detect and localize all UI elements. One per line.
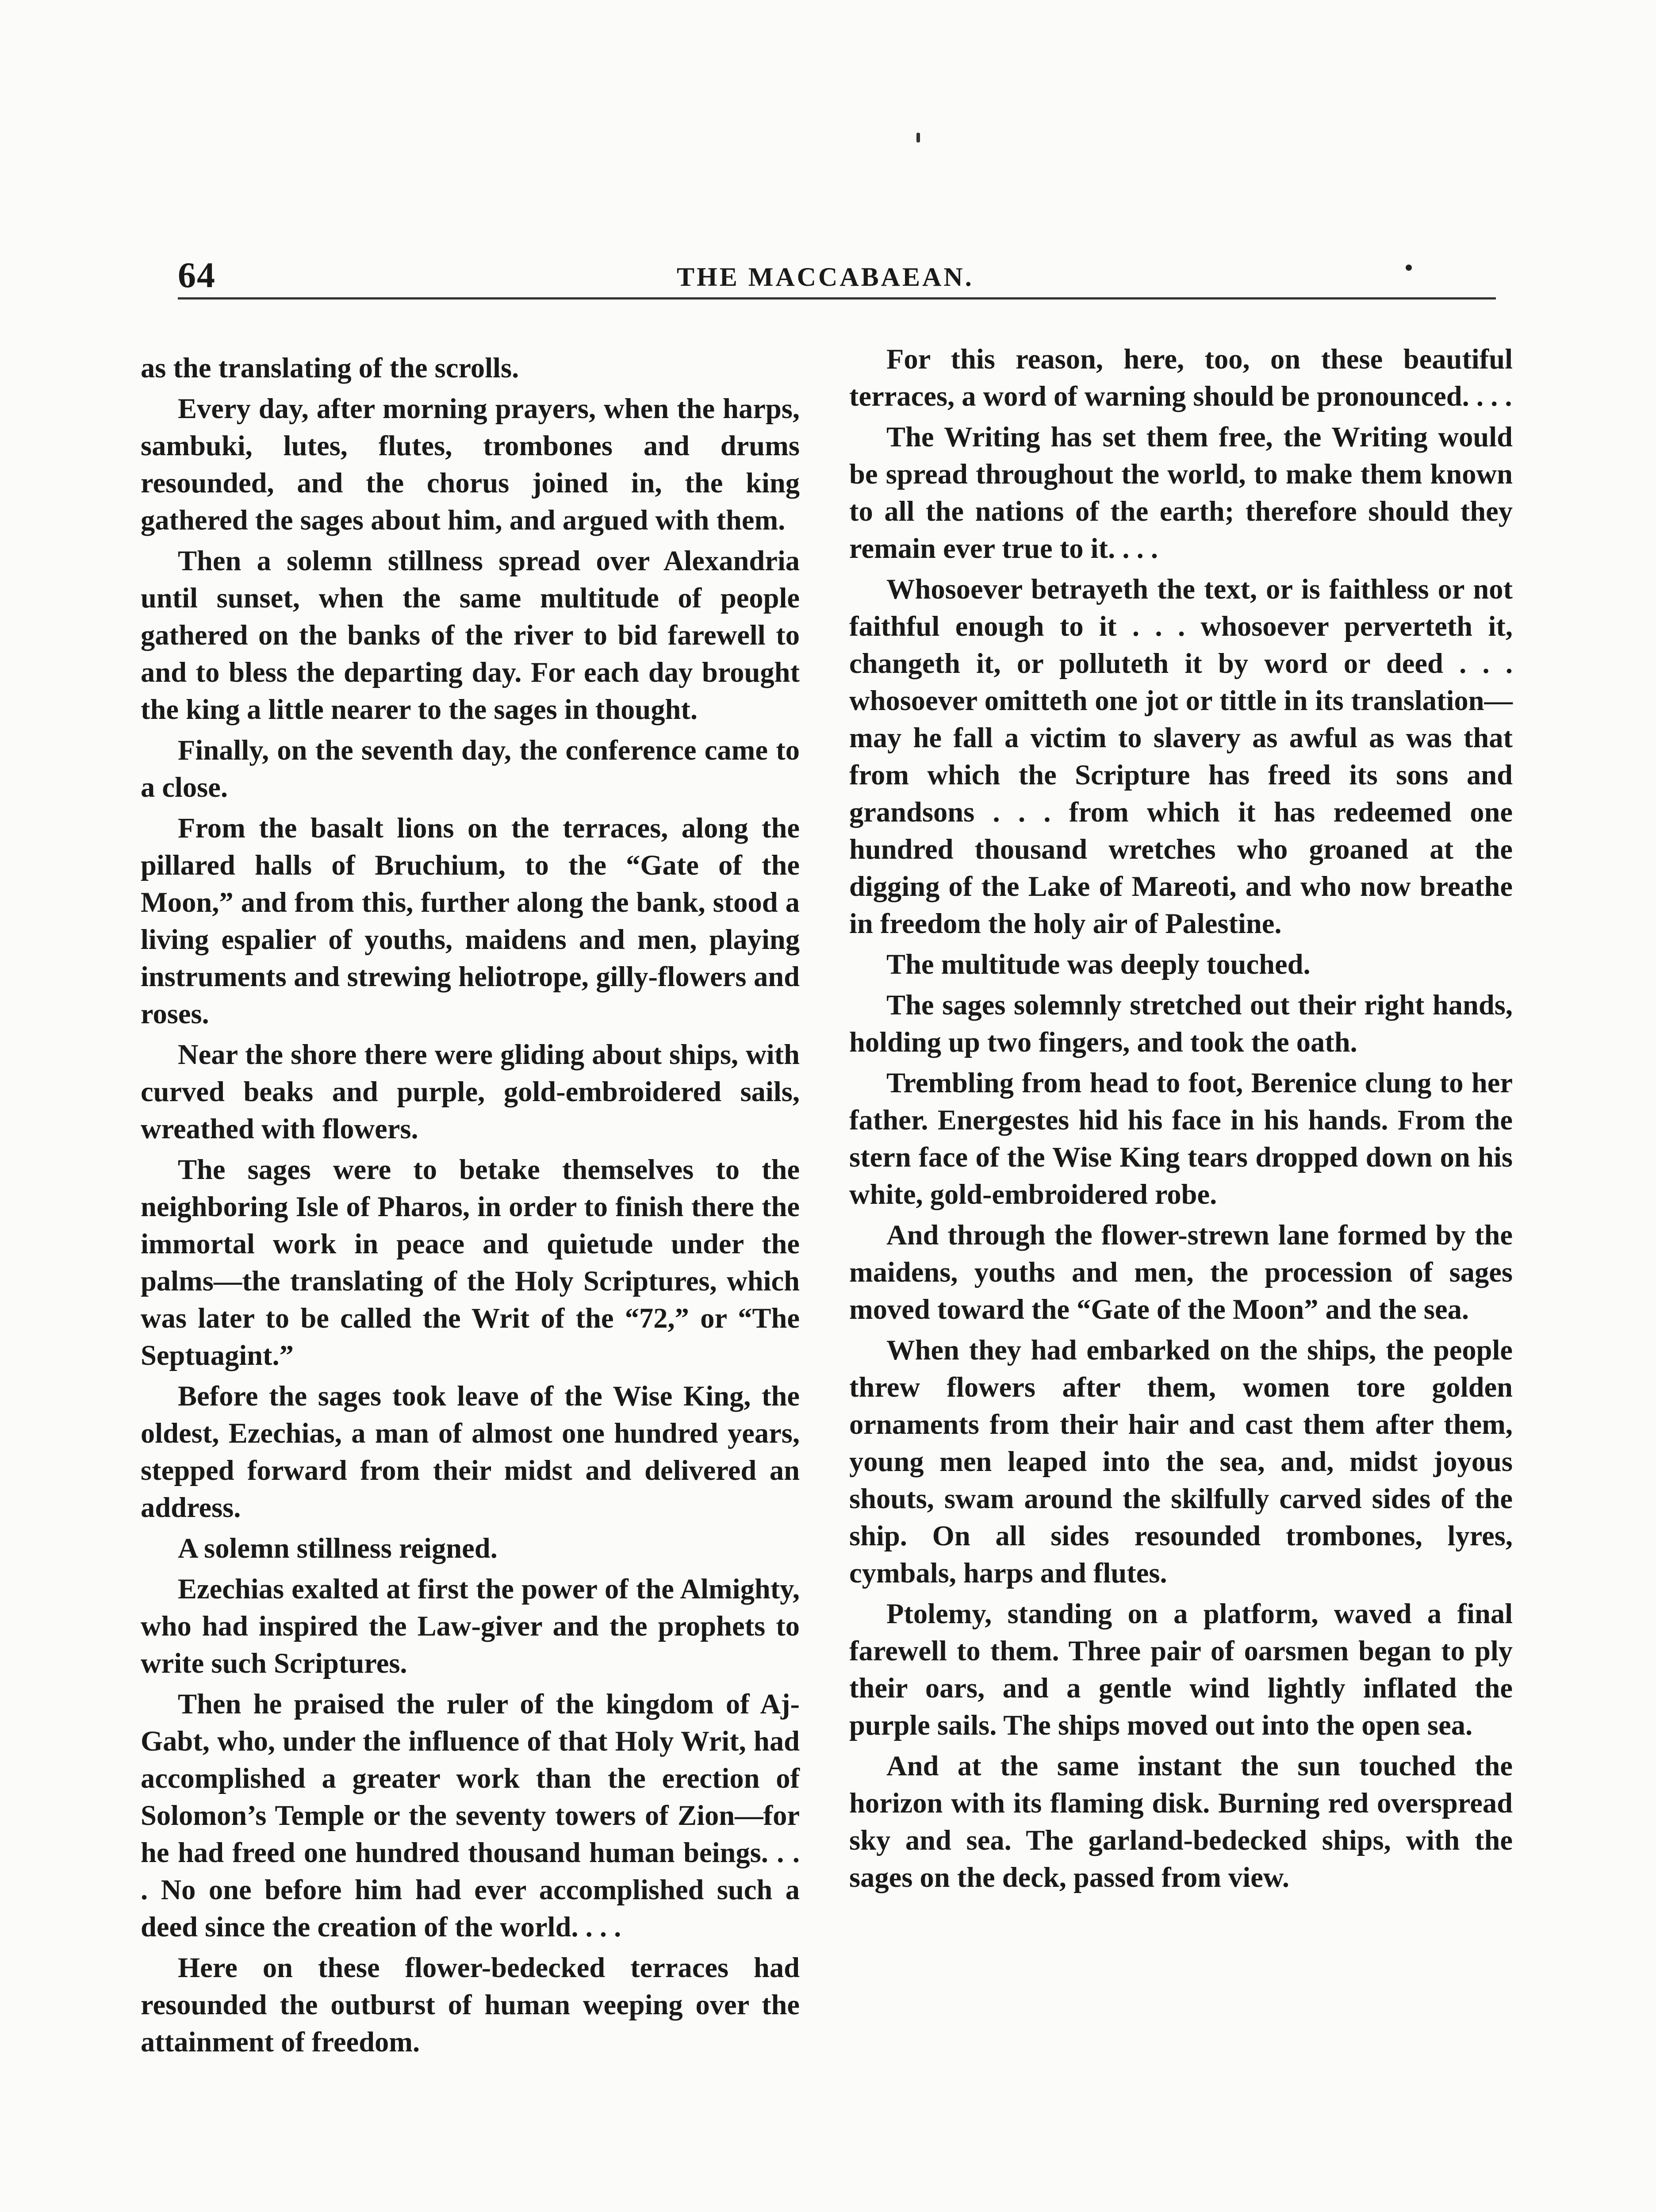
paragraph: Ptolemy, standing on a platform, waved a final farewell to them. Three pair of oarsmen began to ply their oars, and a gentle wind lightly inflated the purple sails. The ships moved out into the open sea. [849, 1598, 1513, 1741]
paragraph: And at the same instant the sun touched the horizon with its flaming disk. Burning red overspread sky and sea. The garland-bedecked ships, with the sages on the deck, passed from view. [849, 1750, 1513, 1893]
left-column [141, 349, 800, 2064]
paragraph: Ezechias exalted at first the power of the Almighty, who had inspired the Law-giver and the prophets to write such Scriptures. [141, 1573, 800, 1679]
paragraph: The sages were to betake themselves to the neighboring Isle of Pharos, in order to finish there the immortal work in peace and quietude under the palms—the translating of the Holy Scriptures, which was later to be called the Writ of the “72,” or “The Septuagint.” [141, 1154, 800, 1371]
paragraph: Here on these flower-bedecked terraces had resounded the outburst of human weeping over the attainment of freedom. [141, 1952, 800, 2058]
paragraph: Before the sages took leave of the Wise King, the oldest, Ezechias, a man of almost one hundred years, stepped forward from their midst and delivered an address. [141, 1380, 800, 1523]
paragraph: Near the shore there were gliding about ships, with curved beaks and purple, gold-embroidered sails, wreathed with flowers. [141, 1039, 800, 1144]
paragraph: And through the flower-strewn lane formed by the maidens, youths and men, the procession of sages moved toward the “Gate of the Moon” and the sea. [849, 1219, 1513, 1325]
stray-print-mark [916, 133, 920, 142]
paragraph: The sages solemnly stretched out their right hands, holding up two fingers, and took the oath. [849, 989, 1513, 1058]
paragraph: From the basalt lions on the terraces, along the pillared halls of Bruchium, to the “Gate of the Moon,” and from this, further along the bank, stood a living espalier of youths, maidens and men, playing instruments and strewing heliotrope, gilly-flowers and roses. [141, 812, 800, 1029]
paragraph: The multitude was deeply touched. [886, 949, 1311, 980]
paragraph: The Writing has set them free, the Writing would be spread throughout the world, to make them known to all the nations of the earth; therefore should they remain ever true to it. . . . [849, 421, 1513, 564]
paragraph: For this reason, here, too, on these beautiful terraces, a word of warning should be pronounced. . . . [849, 343, 1513, 412]
page-number: 64 [178, 255, 216, 295]
header-rule [178, 297, 1496, 300]
right-column [849, 341, 1513, 1900]
paragraph: Every day, after morning prayers, when the harps, sambuki, lutes, flutes, trombones and drums resounded, and the chorus joined in, the king gathered the sages about him, and argued with them. [141, 393, 800, 536]
paragraph: Then he praised the ruler of the kingdom of Aj-Gabt, who, under the influence of that Holy Writ, had accomplished a greater work than the erection of Solomon’s Temple or the seventy towers of Zion—for he had freed one hundred thousand human beings. . . . No one before him had ever accomplished such a deed since the creation of the world. . . . [141, 1688, 800, 1943]
paragraph: Finally, on the seventh day, the conference came to a close. [141, 734, 800, 803]
paragraph: as the translating of the scrolls. [141, 352, 519, 384]
paragraph: When they had embarked on the ships, the people threw flowers after them, women tore golden ornaments from their hair and cast them after them, young men leaped into the sea, and, midst joyous shouts, swam around the skilfully carved sides of the ship. On all sides resounded trombones, lyres, cymbals, harps and flutes. [849, 1334, 1513, 1589]
running-title: THE MACCABAEAN. [677, 262, 974, 292]
paragraph: Then a solemn stillness spread over Alexandria until sunset, when the same multitude of people gathered on the banks of the river to bid farewell to and to bless the departing day. For each day brought the king a little nearer to the sages in thought. [141, 545, 800, 725]
paragraph: Trembling from head to foot, Berenice clung to her father. Energestes hid his face in his hands. From the stern face of the Wise King tears dropped down on his white, gold-embroidered robe. [849, 1067, 1513, 1210]
header-dot [1406, 265, 1412, 271]
page-header [178, 253, 1496, 302]
paragraph: A solemn stillness reigned. [178, 1532, 498, 1564]
paragraph: Whosoever betrayeth the text, or is faithless or not faithful enough to it . . . whosoever perverteth it, changeth it, or polluteth it by word or deed . . . whosoever omitteth one jot or tittle in its translation—may he fall a victim to slavery as awful as was that from which the Scripture has freed its sons and grandsons . . . from which it has redeemed one hundred thousand wretches who groaned at the digging of the Lake of Mareoti, and who now breathe in freedom the holy air of Palestine. [849, 573, 1513, 939]
